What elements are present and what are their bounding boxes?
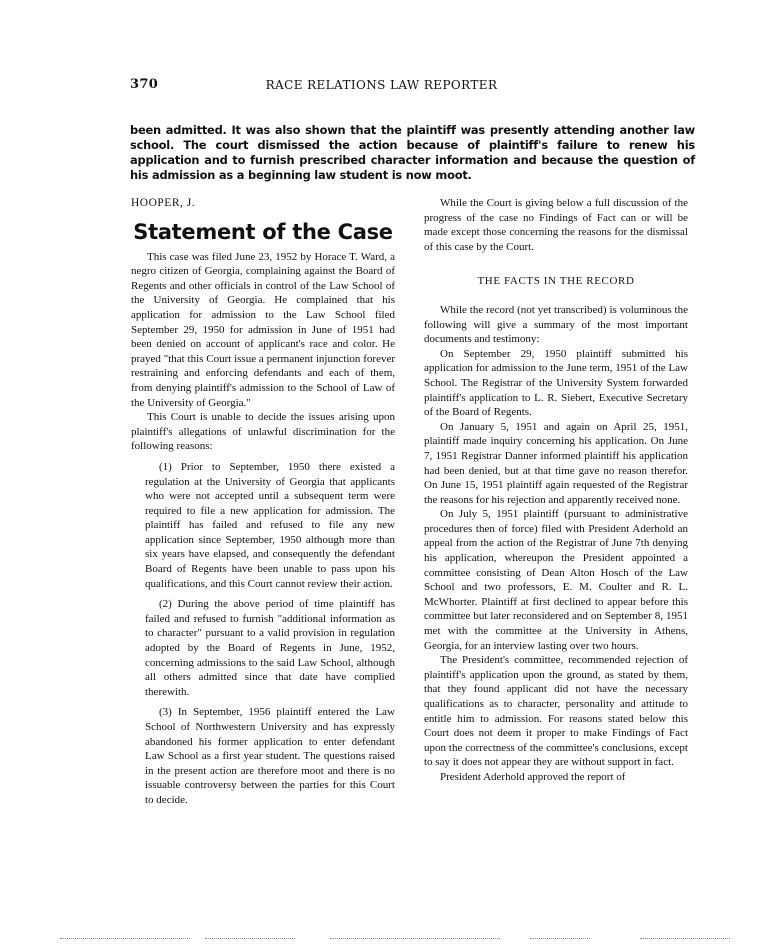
left-column xyxy=(131,196,395,808)
paragraph: On July 5, 1951 plaintiff (pursuant to administrative procedures then of force) filed with President Aderhold an appeal from the action of the Registrar of June 7th denying his application, whereupon the President appointed a committee consisting of Dean Alton Hosch of the Law School and two professors, E. M. Coulter and R. L. McWhorter. Plaintiff at first declined to appear before this committee but later reconsidered and on September 8, 1951 met with the committee at the University in Athens, Georgia, for an interview lasting over two hours. xyxy=(424,508,688,652)
scan-rule xyxy=(330,938,500,940)
section-title: Statement of the Case xyxy=(133,219,393,244)
right-column xyxy=(424,196,688,785)
scan-rule xyxy=(205,938,295,940)
judge-name: HOOPER, J. xyxy=(131,197,196,209)
paragraph: While the record (not yet transcribed) is voluminous the following will give a summary of the most important documents and testimony: xyxy=(424,303,688,346)
paragraph: On September 29, 1950 plaintiff submitted his application for admission to the June term, 1951 of the Law School. The Registrar of the University System forwarded plaintiff's application to L. R. Siebert, Executive Secretary of the Board of Regents. xyxy=(424,347,688,419)
case-summary: been admitted. It was also shown that the plaintiff was presently attending another law school. The court dismissed the action because of plaintiff's failure to renew his application and to furnish prescribed character information and because the question of his admission as a beginning law student is now moot. xyxy=(130,123,695,182)
numbered-reason-2: (2) During the above period of time plaintiff has failed and refused to furnish "additional information as to character" pursuant to a valid provision in regulation adopted by the Board of Regents in June, 1952, concerning admissions to the said Law School, although all others admitted since that date have complied therewith. xyxy=(145,598,395,698)
paragraph: On January 5, 1951 and again on April 25, 1951, plaintiff made inquiry concerning his application. On June 7, 1951 Registrar Danner informed plaintiff his application had been denied, but at that time gave no reason therefor. On June 15, 1951 plaintiff again requested of the Registrar the reasons for his rejection and apparently received none. xyxy=(424,420,688,506)
paragraph: The President's committee, recommended rejection of plaintiff's application upon the ground, as stated by them, that they found applicant did not have the necessary qualifications as to character, personality and attitude to entitle him to admission. For reasons stated below this Court does not deem it proper to make Findings of Fact upon the correctness of the committee's conclusions, except to say it does not appear they are without support in fact. xyxy=(424,654,688,769)
scan-rule xyxy=(640,938,730,940)
scan-rule xyxy=(530,938,590,940)
paragraph: This case was filed June 23, 1952 by Horace T. Ward, a negro citizen of Georgia, complaining against the Board of Regents and other officials in control of the Law School of the University of Georgia. He complained that his application for admission to the Law School filed September 29, 1950 for admission in June of 1951 had been denied on account of applicant's race and color. He prayed "that this Court issue a permanent injunction forever restraining and enforcing defendants and each of them, from denying plaintiff's admission to the School of Law of the University of Georgia." xyxy=(131,250,395,409)
scan-rule xyxy=(60,938,190,940)
running-head: RACE RELATIONS LAW REPORTER xyxy=(265,78,498,92)
paragraph: This Court is unable to decide the issues arising upon plaintiff's allegations of unlawful discrimination for the following reasons: xyxy=(131,411,395,453)
subhead: THE FACTS IN THE RECORD xyxy=(477,275,635,288)
numbered-reason-1: (1) Prior to September, 1950 there existed a regulation at the University of Georgia that applicants who were not accepted until a subsequent term were required to file a new application for admission. The plaintiff has failed and refused to file any new application since September, 1950 although more than six years have elapsed, and consequently the defendant Board of Regents have been unable to pass upon his qualifications, and this Court cannot review their action. xyxy=(145,460,395,590)
paragraph: President Aderhold approved the report of xyxy=(440,770,626,783)
paragraph: While the Court is giving below a full discussion of the progress of the case no Findings of Fact can or will be made except those concerning the reasons for the dismissal of this case by the Court. xyxy=(424,197,688,253)
page-number: 370 xyxy=(130,77,159,92)
numbered-reason-3: (3) In September, 1956 plaintiff entered the Law School of Northwestern University and has expressly abandoned his former application to enter defendant Law School as a first year student. The questions raised in the present action are therefore moot and there is no issuable controversy between the parties for this Court to decide. xyxy=(145,706,395,806)
